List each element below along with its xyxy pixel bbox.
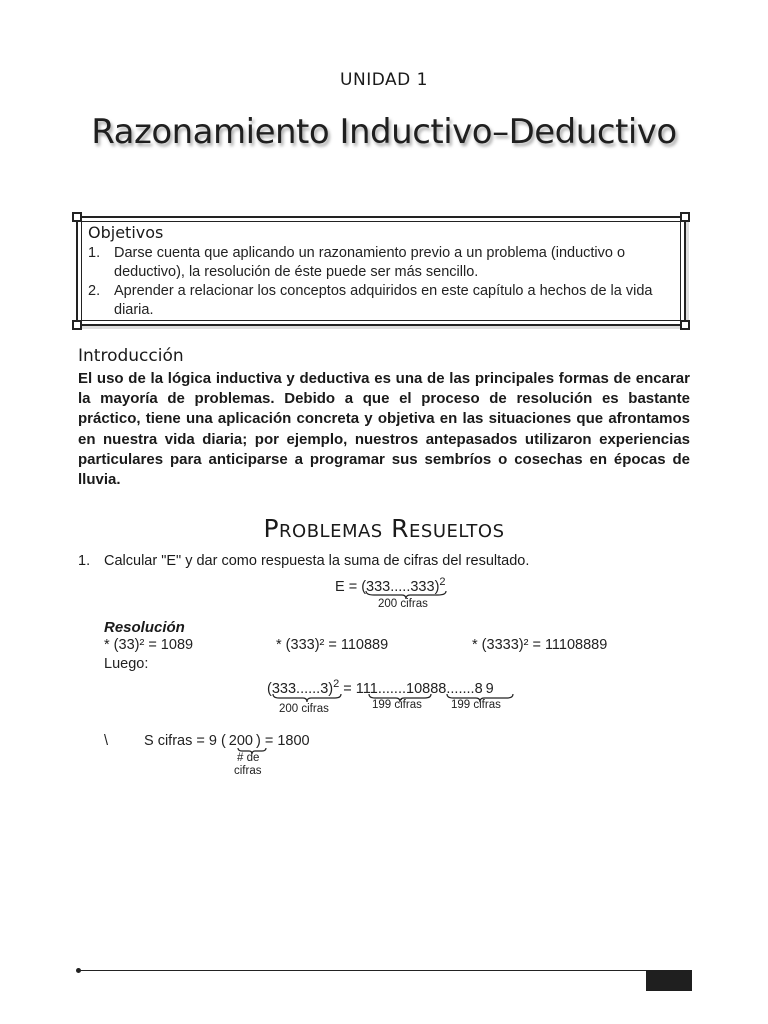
step-body: 333......3: [271, 680, 329, 697]
sum-text-b: ) = 1800: [256, 733, 310, 749]
page-number-box: [646, 970, 692, 991]
objective-number: 1.: [88, 245, 101, 261]
problems-heading: Problemas Resueltos: [263, 514, 505, 543]
corner-ornament: [72, 212, 82, 222]
brace-label: 199 cifras: [451, 699, 501, 711]
objective-item: [88, 282, 682, 320]
problem-number: 1.: [78, 553, 91, 569]
problem-text: Calcular "E" y dar como respuesta la suma de cifras del resultado.: [104, 553, 530, 569]
step-close: ): [328, 680, 334, 697]
eq-exponent: 2: [439, 576, 446, 588]
sum-value: 200: [228, 733, 253, 749]
objectives-list: [88, 244, 682, 320]
result-eights: 888.......8: [422, 680, 483, 697]
corner-ornament: [72, 320, 82, 330]
corner-ornament: [680, 212, 690, 222]
objective-text: Aprender a relacionar los conceptos adquiridos en este capítulo a hechos de la vida diaria.: [114, 283, 653, 318]
eq-body: 333.....333: [366, 578, 435, 595]
objectives-title: Objetivos: [88, 223, 164, 242]
eq-prefix: E = (: [335, 578, 367, 595]
sum-equation: [144, 733, 310, 749]
footer-rule: [78, 970, 648, 971]
case-2: * (333)² = 110889: [276, 637, 389, 653]
result-nine: 9: [485, 680, 494, 697]
objective-text: Darse cuenta que aplicando un razonamiento previo a un problema (inductivo o deductivo), la resolución de éste puede ser más sencillo.: [114, 245, 626, 280]
footer-dot: [76, 968, 81, 973]
underbrace: [271, 693, 343, 703]
then-label: Luego:: [104, 656, 149, 672]
brace-label: 199 cifras: [372, 699, 422, 711]
result-ones: 111.......1: [355, 680, 415, 697]
step-open: (: [267, 680, 272, 697]
sum-note: cifras: [234, 765, 262, 777]
brace-label: 200 cifras: [279, 703, 329, 715]
step-equals: =: [343, 680, 352, 697]
eq-suffix: ): [434, 578, 440, 595]
corner-ornament: [680, 320, 690, 330]
step-exponent: 2: [333, 678, 340, 690]
problem-statement: [78, 553, 529, 569]
objective-item: [88, 244, 682, 282]
brace-label: 200 cifras: [378, 598, 428, 610]
case-3: * (3333)² = 11108889: [472, 637, 608, 653]
unit-label: UNIDAD 1: [340, 70, 428, 90]
intro-heading: Introducción: [78, 346, 184, 366]
resolution-label: Resolución: [104, 619, 185, 636]
sum-note: # de: [237, 752, 260, 764]
page-title: Razonamiento Inductivo–Deductivo: [91, 112, 677, 152]
objective-number: 2.: [88, 283, 101, 299]
intro-paragraph: El uso de la lógica inductiva y deductiva es una de las principales formas de encarar la mayoría de problemas. Debido a que el proceso de resolución es bastante práctico, tiene una aplicación concreta y objetiva en las situaciones que afrontamos en nuestra vida diaria; por ejemplo, nuestros antepasados utilizaron experiencias particulares para anticiparse a programar sus sembríos o cosechas en épocas de lluvia.: [78, 370, 690, 489]
therefore-symbol: \: [104, 733, 109, 749]
case-1: * (33)² = 1089: [104, 637, 194, 653]
result-zero: 0: [414, 680, 423, 697]
sum-text-a: S cifras = 9 (: [144, 733, 226, 749]
